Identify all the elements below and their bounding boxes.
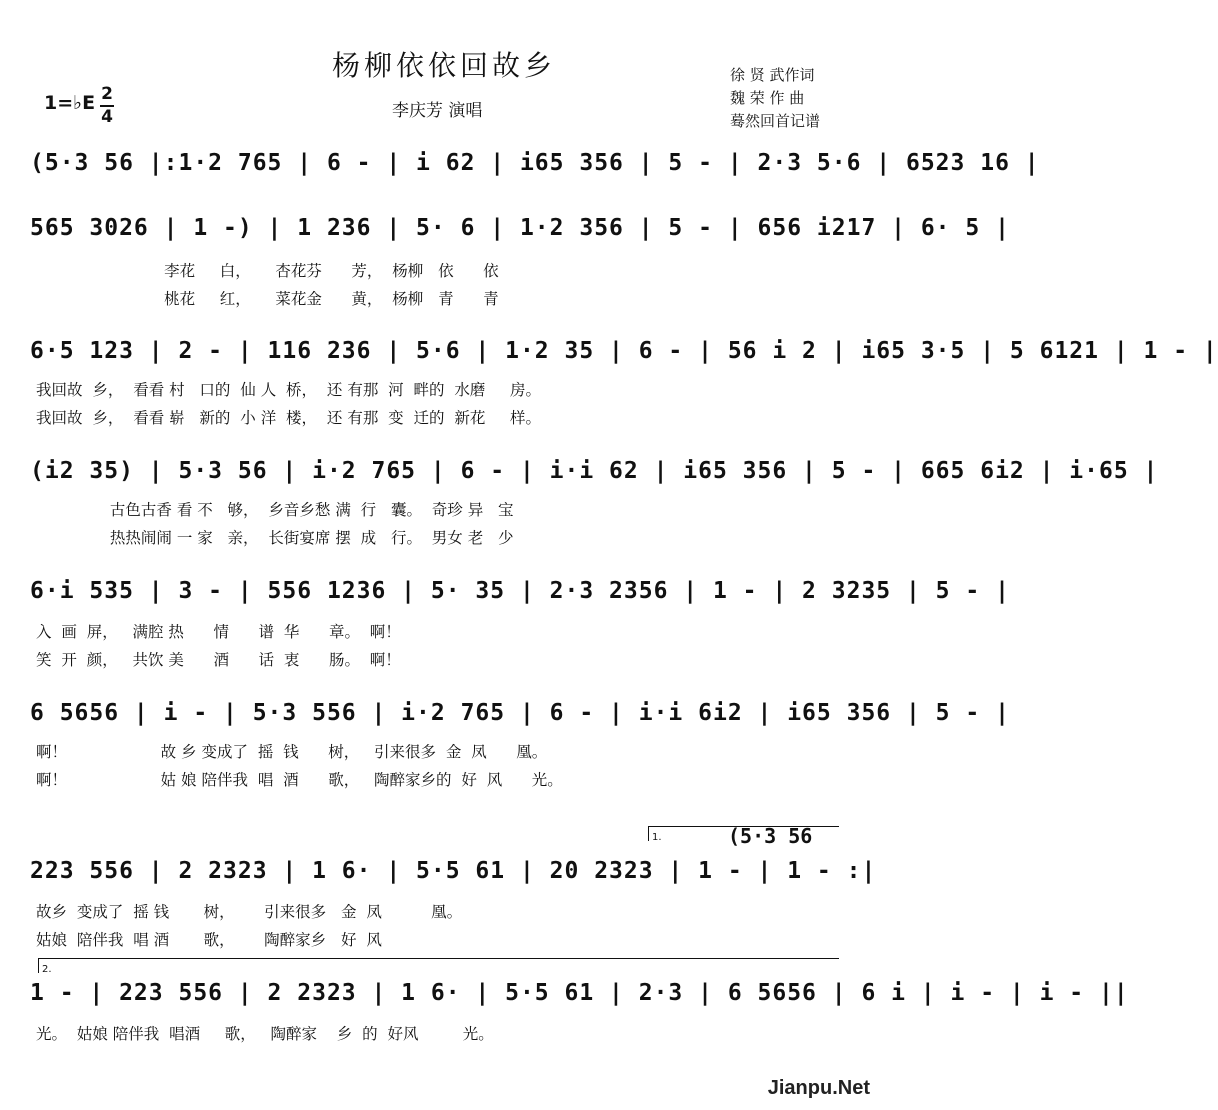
site-watermark: Jianpu.Net <box>767 1077 870 1099</box>
second-ending-label: 2. <box>42 964 52 975</box>
credits-block <box>730 64 820 133</box>
lyric-verse-1: 光。 姑娘 陪伴我 唱酒 歌， 陶醉家 乡 的 好风 光。 <box>36 1025 494 1043</box>
lyric-verse-2: 桃花 红， 菜花金 黄， 杨柳 青 青 <box>36 290 499 308</box>
lyric-verse-1: 李花 白， 杏花芬 芳， 杨柳 依 依 <box>36 262 499 280</box>
lyric-verse-1: 我回故 乡， 看看 村 口的 仙 人 桥， 还 有那 河 畔的 水磨 房。 <box>36 381 542 399</box>
lyric-verse-1: 古色古香 看 不 够， 乡音乡愁 满 行 囊。 奇珍 异 宝 <box>36 501 514 519</box>
notation-line: 1 - | 223 556 | 2 2323 | 1 6· | 5·5 61 | 2·3 | 6 5656 | 6 i | i - | i - || <box>30 980 1129 1006</box>
notation-line: 6·5 123 | 2 - | 116 236 | 5·6 | 1·2 35 | 6 - | 56 i 2 | i65 3·5 | 5 6121 | 1 - | <box>30 338 1218 364</box>
lyric-verse-1: 入 画 屏， 满腔 热 情 谱 华 章。 啊！ <box>36 623 401 641</box>
meter-bottom: 4 <box>101 107 113 127</box>
lyric-verse-2: 我回故 乡， 看看 崭 新的 小 洋 楼， 还 有那 变 迁的 新花 样。 <box>36 409 542 427</box>
lyric-verse-1: 啊！ 故 乡 变成了 摇 钱 树， 引来很多 金 凤 凰。 <box>36 743 548 761</box>
meter-top: 2 <box>101 84 113 104</box>
notation-line: (5·3 56 |:1·2 765 | 6 - | i 62 | i65 356 | 5 - | 2·3 5·6 | 6523 16 | <box>30 150 1040 176</box>
lyric-verse-2: 姑娘 陪伴我 唱 酒 歌， 陶醉家乡 好 风 <box>36 931 382 949</box>
lyric-verse-1: 故乡 变成了 摇 钱 树， 引来很多 金 凤 凰。 <box>36 903 463 921</box>
song-title: 杨柳依依回故乡 <box>331 49 556 82</box>
notation-line: 565 3026 | 1 -) | 1 236 | 5· 6 | 1·2 356 | 5 - | 656 i217 | 6· 5 | <box>30 215 1010 241</box>
notation-line: (i2 35) | 5·3 56 | i·2 765 | 6 - | i·i 62 | i65 356 | 5 - | 665 6i2 | i·65 | <box>30 458 1159 484</box>
lyric-verse-2: 热热闹闹 一 家 亲， 长街宴席 摆 成 行。 男女 老 少 <box>36 529 514 547</box>
lyricist-credit: 徐 贤 武作词 <box>730 66 815 84</box>
notation-line: 6·i 535 | 3 - | 556 1236 | 5· 35 | 2·3 2356 | 1 - | 2 3235 | 5 - | <box>30 578 1010 604</box>
lyric-verse-2: 笑 开 颜， 共饮 美 酒 话 衷 肠。 啊！ <box>36 651 401 669</box>
notation-line: 6 5656 | i - | 5·3 556 | i·2 765 | 6 - | i·i 6i2 | i65 356 | 5 - | <box>30 700 1010 726</box>
transcriber-credit: 蓦然回首记谱 <box>730 112 821 130</box>
notation-line: 223 556 | 2 2323 | 1 6· | 5·5 61 | 20 2323 | 1 - | 1 - :| <box>30 858 877 884</box>
composer-credit: 魏 荣 作 曲 <box>730 89 805 107</box>
time-signature <box>100 84 114 128</box>
key-signature: 1=♭E <box>44 92 96 114</box>
lyric-verse-2: 啊！ 姑 娘 陪伴我 唱 酒 歌， 陶醉家乡的 好 风 光。 <box>36 771 563 789</box>
interlude-notes: (5·3 56 <box>728 824 813 848</box>
singer-credit: 李庆芳 演唱 <box>392 101 483 121</box>
second-ending-bracket <box>38 958 839 973</box>
first-ending-label: 1. <box>652 832 662 843</box>
